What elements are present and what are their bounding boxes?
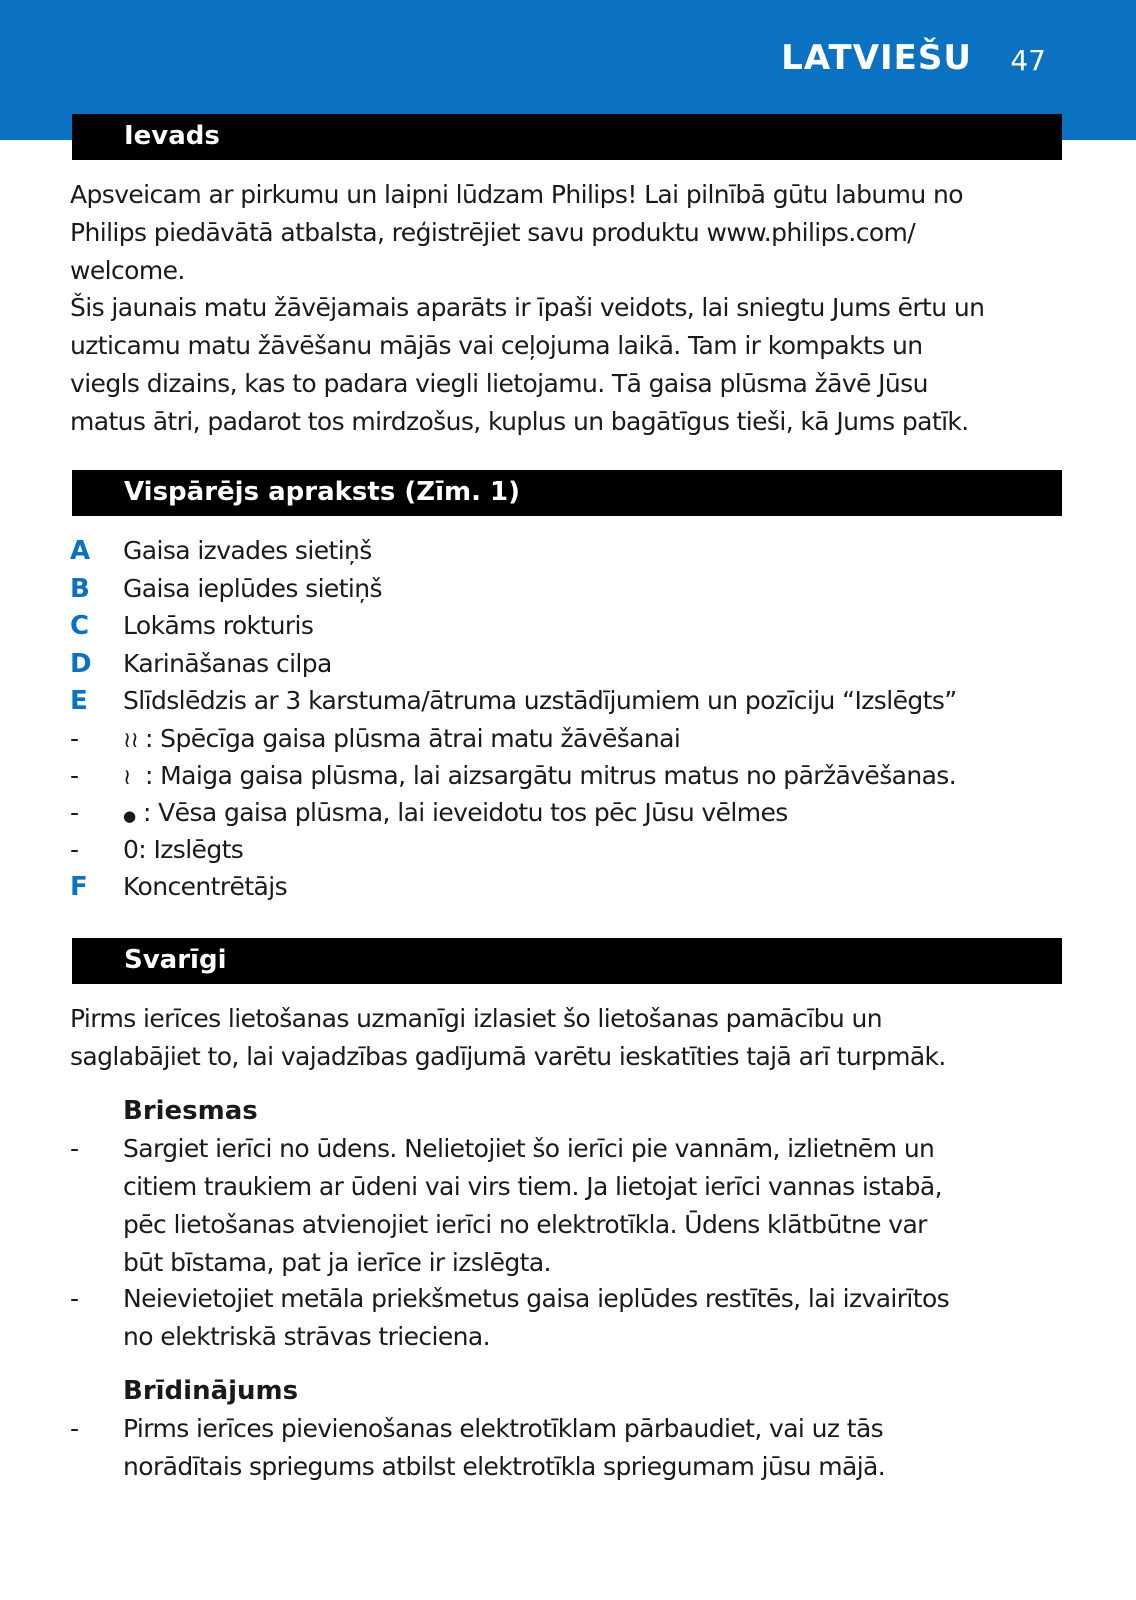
- high-airflow-icon: ≀≀: [123, 728, 139, 753]
- list-letter: B: [70, 574, 90, 604]
- list-item: [70, 831, 1070, 869]
- list-item: [70, 645, 1070, 683]
- section-header-intro: [72, 114, 1062, 160]
- text-line: matus ātri, padarot tos mirdzošus, kuplus un bagātīgus tieši, kā Jums patīk.: [70, 407, 969, 436]
- list-item: [70, 682, 1070, 720]
- list-dash: -: [70, 724, 79, 753]
- list-item: [70, 757, 1070, 795]
- list-letter: F: [70, 872, 88, 902]
- text-line: Pirms ierīces lietošanas uzmanīgi izlasiet šo lietošanas pamācību un: [70, 1004, 882, 1033]
- section-title: Vispārējs apraksts (Zīm. 1): [124, 477, 520, 507]
- text-line: uzticamu matu žāvēšanu mājās vai ceļojuma laikā. Tam ir kompakts un: [70, 331, 923, 360]
- list-dash: -: [70, 761, 79, 790]
- list-item: [70, 868, 1070, 906]
- list-item: [70, 720, 1070, 758]
- list-item: [70, 532, 1070, 570]
- list-dash: -: [70, 835, 79, 864]
- text-line: Pirms ierīces pievienošanas elektrotīklam pārbaudiet, vai uz tās: [123, 1414, 884, 1443]
- text-line: Šis jaunais matu žāvējamais aparāts ir īpaši veidots, lai sniegtu Jums ērtu un: [70, 293, 985, 322]
- list-text: 0: Izslēgts: [123, 835, 244, 864]
- bullet-dash: -: [70, 1284, 79, 1313]
- text-line: Sargiet ierīci no ūdens. Nelietojiet šo ierīci pie vannām, izlietnēm un: [123, 1134, 935, 1163]
- list-text: Slīdslēdzis ar 3 karstuma/ātruma uzstādījumiem un pozīciju “Izslēgts”: [123, 686, 957, 715]
- list-text: Gaisa izvades sietiņš: [123, 536, 372, 565]
- text-line: welcome.: [70, 256, 185, 285]
- text-line: norādītais spriegums atbilst elektrotīkla spriegumam jūsu mājā.: [123, 1452, 886, 1481]
- cool-airflow-icon: ●: [123, 807, 136, 825]
- intro-paragraph-2: [70, 289, 1070, 441]
- list-text: Gaisa ieplūdes sietiņš: [123, 574, 382, 603]
- danger-heading: Briesmas: [123, 1096, 258, 1126]
- text-line: no elektriskā strāvas trieciena.: [123, 1322, 490, 1351]
- list-item: [70, 570, 1070, 608]
- section-title: Svarīgi: [124, 945, 227, 975]
- low-airflow-icon: ≀: [123, 765, 131, 790]
- text-line: viegls dizains, kas to padara viegli lietojamu. Tā gaisa plūsma žāvē Jūsu: [70, 369, 928, 398]
- text-line: Apsveicam ar pirkumu un laipni lūdzam Philips! Lai pilnībā gūtu labumu no: [70, 180, 963, 209]
- warning-heading: Brīdinājums: [123, 1376, 299, 1406]
- list-letter: C: [70, 611, 89, 641]
- list-text: ≀ : Maiga gaisa plūsma, lai aizsargātu mitrus matus no pāržāvēšanas.: [123, 757, 956, 797]
- section-header-general-description: [72, 470, 1062, 516]
- bullet-dash: -: [70, 1414, 79, 1443]
- text-line: Philips piedāvātā atbalsta, reģistrējiet savu produktu www.philips.com/: [70, 218, 916, 247]
- list-text: Koncentrētājs: [123, 872, 288, 901]
- list-text: ● : Vēsa gaisa plūsma, lai ieveidotu tos pēc Jūsu vēlmes: [123, 794, 788, 835]
- page-number: 47: [1010, 44, 1046, 77]
- list-item: [70, 794, 1070, 832]
- list-letter: D: [70, 649, 91, 679]
- list-letter: A: [70, 536, 90, 566]
- text-line: pēc lietošanas atvienojiet ierīci no elektrotīkla. Ūdens klātbūtne var: [123, 1210, 927, 1239]
- text-line: citiem traukiem ar ūdeni vai virs tiem. Ja lietojat ierīci vannas istabā,: [123, 1172, 942, 1201]
- list-text: ≀≀ : Spēcīga gaisa plūsma ātrai matu žāvēšanai: [123, 720, 680, 760]
- list-text: Karināšanas cilpa: [123, 649, 332, 678]
- list-text: Lokāms rokturis: [123, 611, 314, 640]
- section-title: Ievads: [124, 121, 220, 151]
- text-line: Neievietojiet metāla priekšmetus gaisa ieplūdes restītēs, lai izvairītos: [123, 1284, 950, 1313]
- text-line: būt bīstama, pat ja ierīce ir izslēgta.: [123, 1248, 551, 1277]
- bullet-dash: -: [70, 1134, 79, 1163]
- section-header-important: [72, 938, 1062, 984]
- intro-paragraph-1: [70, 176, 1070, 290]
- text-line: saglabājiet to, lai vajadzības gadījumā varētu ieskatīties tajā arī turpmāk.: [70, 1042, 946, 1071]
- list-dash: -: [70, 798, 79, 827]
- list-letter: E: [70, 686, 88, 716]
- language-label: LATVIEŠU: [781, 38, 972, 78]
- important-intro: [70, 1000, 1070, 1076]
- list-item: [70, 607, 1070, 645]
